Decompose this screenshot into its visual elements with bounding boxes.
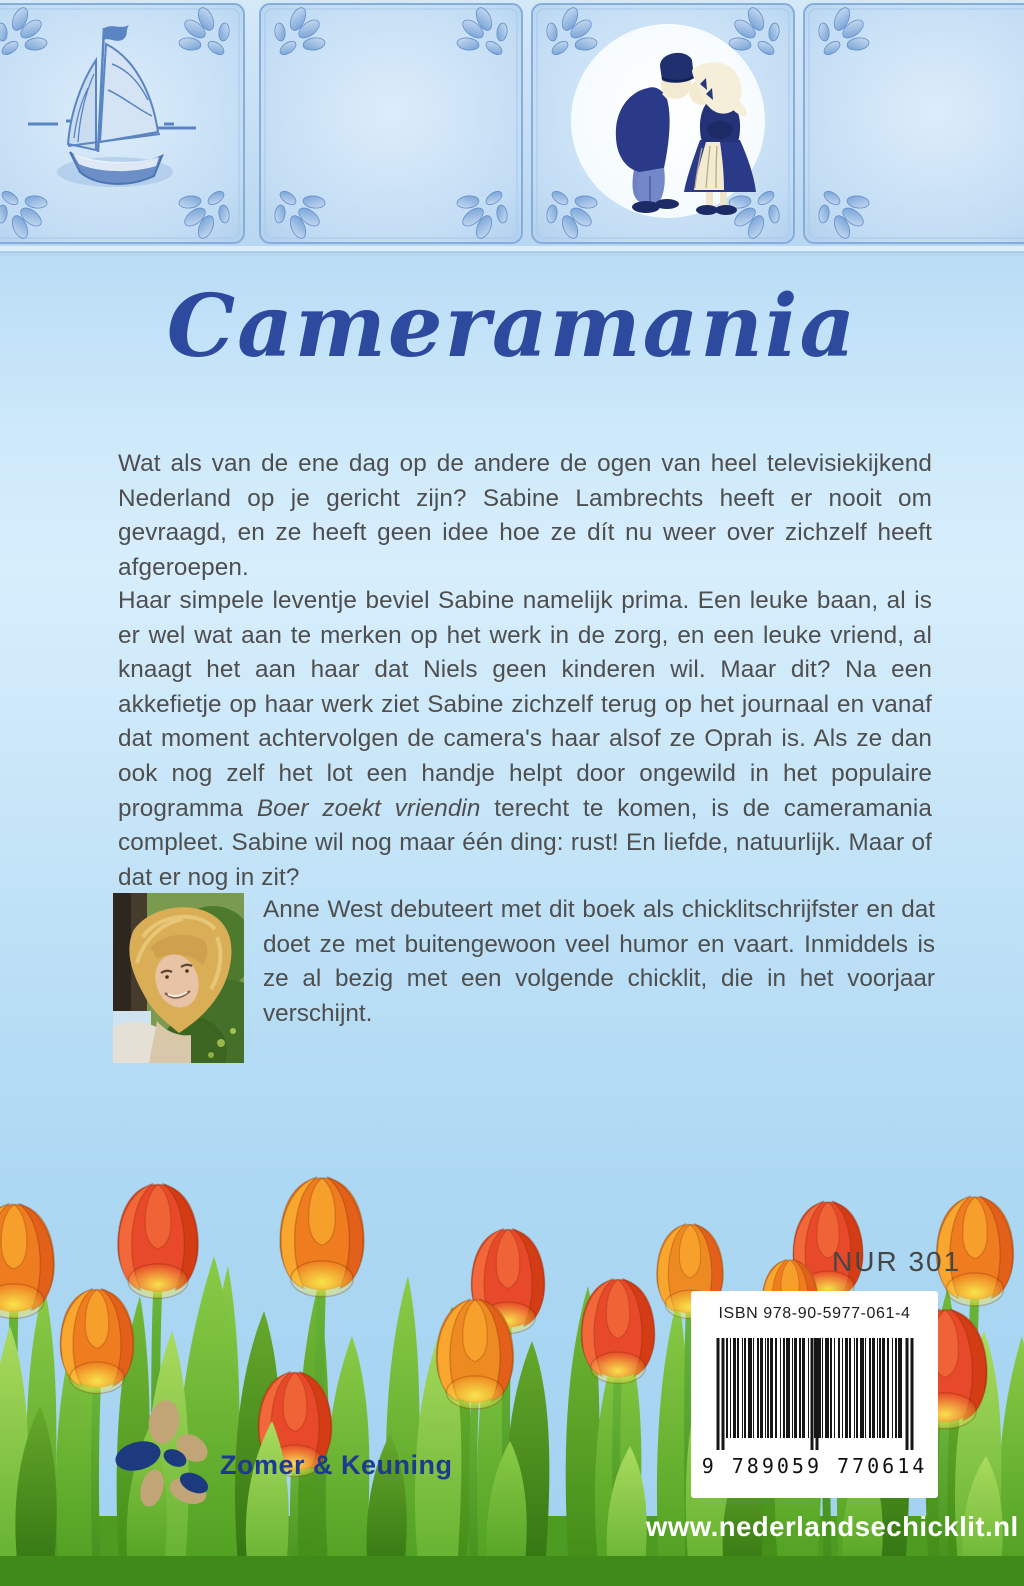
barcode-digits: 9 789059 770614 — [701, 1454, 928, 1478]
nur-code: NUR 301 — [832, 1246, 962, 1277]
publisher-name: Zomer & Keuning — [220, 1450, 453, 1480]
synopsis-text-1: Wat als van de ene dag op de andere de ogen van heel televisiekijkend Nederland op je gericht zijn? Sabine Lambrechts heeft er nooit om gevraagd, en ze heeft geen idee hoe ze dít nu weer over zichzelf heeft afgeroepen. — [118, 450, 932, 581]
delft-tiles-banner — [0, 0, 1024, 256]
synopsis-text-2b: terecht te komen, is de cameramania compleet. Sabine wil nog maar één ding: rust! En liefde, natuurlijk. Maar of dat er nog in zit? — [118, 794, 932, 891]
tv-show-title: Boer zoekt vriendin — [256, 794, 481, 822]
kissing-couple-icon — [571, 24, 765, 218]
publisher-logo-icon — [112, 1398, 216, 1508]
synopsis-text-2a: Haar simpele leventje beviel Sabine namelijk prima. Een leuke baan, al is er wel wat aan te merken op het werk in de zorg, en een leuke vriend, al knaagt het aan haar dat Niels geen kinderen wil. Maar dit? Na een akkefietje op haar werk ziet Sabine zichzelf terug op het journaal en vanaf dat moment achtervolgen de camera's haar alsof ze Oprah is. Als ze dan ook nog zelf het lot een handje helpt door ongewild in het populaire programma — [118, 587, 932, 822]
delft-tile — [804, 4, 1024, 243]
author-bio-text: Anne West debuteert met dit boek als chicklitschrijfster en dat doet ze met buitengewoon veel humor en vaart. Inmiddels is ze al bezig met een volgende chicklit, die in het voorjaar verschijnt. — [263, 896, 935, 1027]
barcode — [710, 1330, 920, 1454]
isbn-panel — [691, 1291, 938, 1498]
delft-tile — [260, 4, 522, 243]
isbn-label: ISBN 978-90-5977-061-4 — [718, 1305, 911, 1322]
author-section — [113, 893, 935, 1063]
synopsis-paragraph-1 — [118, 447, 932, 585]
website-url: www.nederlandsechicklit.nl — [646, 1511, 1019, 1542]
book-title: Cameramania — [166, 276, 858, 377]
author-photo — [113, 893, 244, 1063]
synopsis-paragraph-2 — [118, 584, 932, 895]
